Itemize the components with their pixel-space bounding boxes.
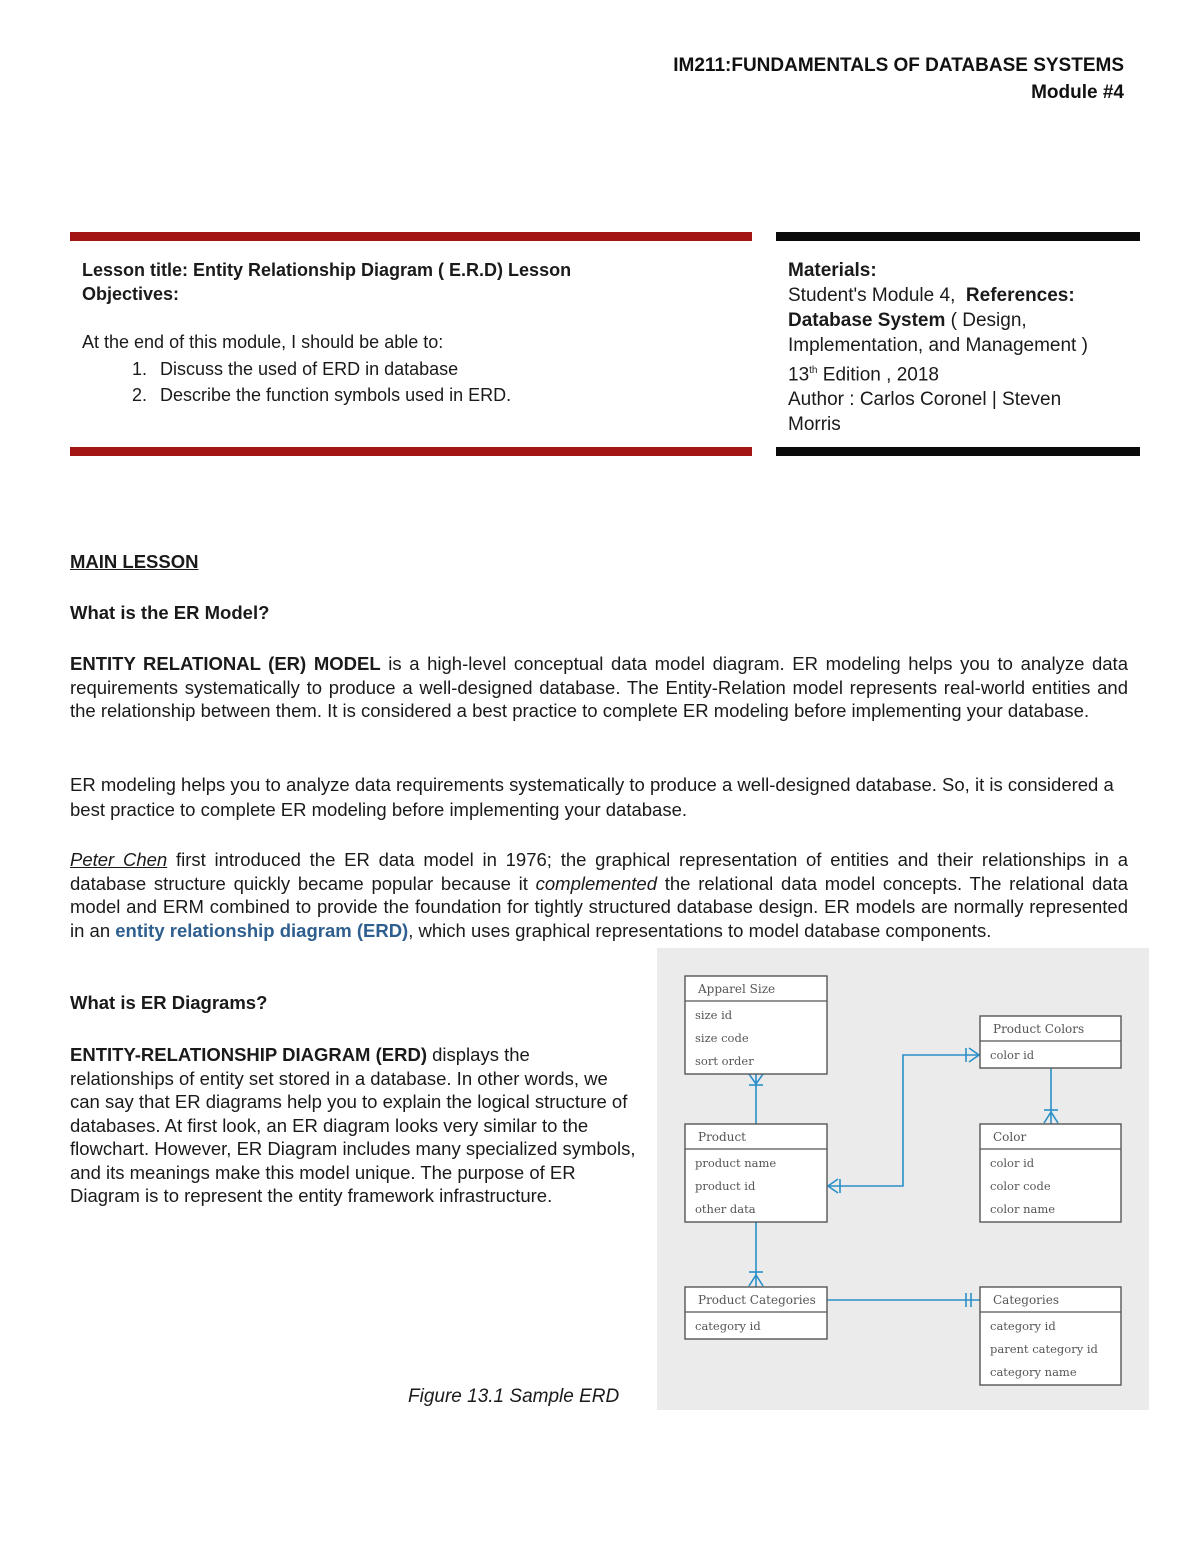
materials-label: Materials: [788,260,877,281]
entity-title: Product [698,1130,746,1144]
objectives-intro: At the end of this module, I should be able to: [82,332,444,352]
objective-item: 1. Discuss the used of ERD in database [152,356,742,382]
entity-title: Apparel Size [698,982,776,996]
entity-attribute: size id [695,1008,733,1022]
entity-title: Categories [993,1293,1059,1307]
question-er-model: What is the ER Model? [70,602,270,623]
lesson-bottom-rule [70,447,752,456]
entity-product [685,1124,827,1222]
book-subtitle: ( Design, [950,310,1027,331]
erd-figure [657,948,1149,1410]
author: Author : Carlos Coronel | Steven [788,389,1062,411]
erd-term-link: entity relationship diagram (ERD) [115,919,409,941]
book-title: Database System [788,310,946,331]
entity-attribute: parent category id [990,1342,1098,1356]
references-label: References: [965,285,1075,306]
entity-attribute: size code [695,1031,749,1045]
edition: 13th Edition , 2018 [788,364,939,386]
entity-product-categories [685,1287,827,1339]
paragraph-er-modeling: ER modeling helps you to analyze data requirements systematically to produce a well-designed database. So, it is considered a best practice to complete ER modeling before implementing your database. [70,774,1114,820]
paragraph-peter-chen: Peter Chen first introduced the ER data model in 1976; the graphical representation of entities and their relationships in a database structure quickly became popular because it complemented the relational data model concepts. The relational data model and ERM combined to provide the foundation for tightly structured database design. ER models are normally represented in an entity relationship diagram (ERD), which uses graphical representations to model database components. [70,849,1128,941]
entity-title: Product Categories [698,1293,816,1307]
entity-attribute: product id [695,1179,756,1193]
entity-attribute: category id [695,1319,761,1333]
entity-color [980,1124,1121,1222]
connector-product-colors [827,1055,980,1186]
materials-top-rule [776,232,1140,241]
entity-title: Product Colors [993,1022,1085,1036]
entity-product-colors [980,1016,1121,1068]
figure-caption: Figure 13.1 Sample ERD [408,1386,620,1407]
objective-item: 2. Describe the function symbols used in ERD. [152,382,742,408]
entity-title: Color [993,1130,1027,1144]
materials-box [788,258,1133,437]
lesson-box [82,258,742,408]
question-er-diagrams: What is ER Diagrams? [70,992,268,1013]
entity-apparel-size [685,976,827,1074]
er-model-term: ENTITY RELATIONAL (ER) MODEL [70,653,381,674]
course-title: IM211:FUNDAMENTALS OF DATABASE SYSTEMS [673,55,1124,76]
paragraph-erd: ENTITY-RELATIONSHIP DIAGRAM (ERD) displays the relationships of entity set stored in a database. In other words, we can say that ER diagrams help you to explain the logical structure of databases. At first look, an ER diagram looks very similar to the flowchart. However, ER Diagram includes many specialized symbols, and its meanings make this model unique. The purpose of ER Diagram is to represent the entity framework infrastructure. [70,1044,636,1206]
materials-module: Student's Module 4, [788,285,956,306]
main-lesson-heading: MAIN LESSON [70,551,199,572]
entity-attribute: category id [990,1319,1056,1333]
entity-attribute: sort order [695,1054,754,1068]
module-number: Module #4 [1031,82,1124,103]
erd-term: ENTITY-RELATIONSHIP DIAGRAM (ERD) [70,1044,427,1065]
entity-categories [980,1287,1121,1385]
erd-diagram [657,948,1149,1410]
objectives-list [82,356,742,408]
objectives-label: Objectives: [82,284,180,304]
entity-attribute: color code [990,1179,1051,1193]
paragraph-er-model: ENTITY RELATIONAL (ER) MODEL is a high-level conceptual data model diagram. ER modeling helps you to analyze data requirements systematically to produce a well-designed database. The Entity-Relation model represents real-world entities and the relationship between them. It is considered a best practice to complete ER modeling before implementing your database. [70,653,1128,721]
lesson-title: Lesson title: Entity Relationship Diagram ( E.R.D) Lesson [82,260,572,280]
book-subtitle-cont: Implementation, and Management ) [788,335,1088,356]
entity-attribute: color id [990,1048,1035,1062]
author-cont: Morris [788,414,841,436]
entity-attribute: category name [990,1365,1077,1379]
lesson-top-rule [70,232,752,241]
materials-bottom-rule [776,447,1140,456]
entity-attribute: product name [695,1156,777,1170]
peter-chen-link: Peter Chen [70,849,168,870]
entity-attribute: other data [695,1202,756,1216]
entity-attribute: color id [990,1156,1035,1170]
entity-attribute: color name [990,1202,1056,1216]
